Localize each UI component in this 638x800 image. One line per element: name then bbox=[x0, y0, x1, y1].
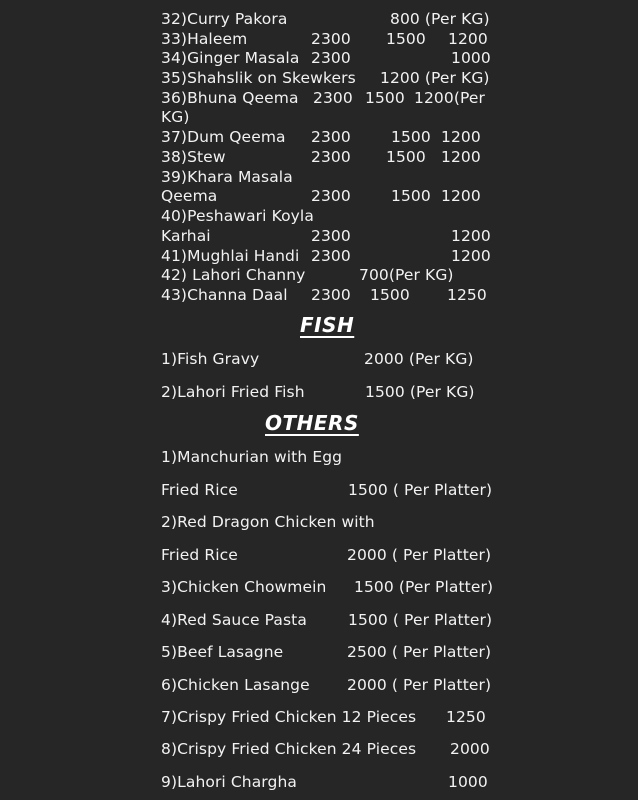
item-name: Fried Rice bbox=[161, 546, 238, 564]
item-price: 2000 ( Per Platter) bbox=[347, 546, 492, 564]
item-price: 1500 (Per Platter) bbox=[354, 578, 494, 596]
item-name: KG) bbox=[161, 108, 190, 126]
item-price: 2000 (Per KG) bbox=[364, 350, 474, 368]
item-price: 1500 bbox=[391, 187, 431, 205]
item-name: 34)Ginger Masala bbox=[161, 49, 300, 67]
item-price: 1250 bbox=[446, 708, 486, 726]
item-price: 1200 bbox=[441, 148, 481, 166]
item-name: 4)Red Sauce Pasta bbox=[161, 611, 307, 629]
item-price: 1250 bbox=[447, 286, 487, 304]
item-name: 42) Lahori Channy bbox=[161, 266, 306, 284]
item-price: 1200 bbox=[441, 128, 481, 146]
item-price: 2300 bbox=[311, 148, 351, 166]
item-name: 36)Bhuna Qeema bbox=[161, 89, 299, 107]
item-name: 8)Crispy Fried Chicken 24 Pieces bbox=[161, 740, 417, 758]
item-name: 2)Red Dragon Chicken with bbox=[161, 513, 375, 531]
fish-heading: FISH bbox=[300, 313, 355, 337]
item-price: 1500 bbox=[391, 128, 431, 146]
item-name: 6)Chicken Lasange bbox=[161, 676, 310, 694]
item-price: 1200 bbox=[441, 187, 481, 205]
item-price: 1200 bbox=[448, 30, 488, 48]
item-price: 1000 bbox=[451, 49, 491, 67]
item-price: 1500 bbox=[386, 148, 426, 166]
item-name: Karhai bbox=[161, 227, 211, 245]
item-name: 32)Curry Pakora bbox=[161, 10, 288, 28]
item-name: 9)Lahori Chargha bbox=[161, 773, 297, 791]
item-price: 1500 bbox=[370, 286, 410, 304]
item-price: 1000 bbox=[448, 773, 488, 791]
item-name: 1)Manchurian with Egg bbox=[161, 448, 343, 466]
item-name: 39)Khara Masala bbox=[161, 168, 293, 186]
item-price: 2300 bbox=[311, 227, 351, 245]
item-price: 2300 bbox=[311, 49, 351, 67]
item-price: 1500 bbox=[386, 30, 426, 48]
item-price: 2300 bbox=[311, 128, 351, 146]
item-name: 35)Shahslik on Skewkers bbox=[161, 69, 356, 87]
item-price: 2300 bbox=[313, 89, 353, 107]
item-price: 2300 bbox=[311, 247, 351, 265]
item-name: 1)Fish Gravy bbox=[161, 350, 260, 368]
item-price: 2300 bbox=[311, 187, 351, 205]
item-price: 1500 ( Per Platter) bbox=[348, 481, 493, 499]
item-price: 1500 ( Per Platter) bbox=[348, 611, 493, 629]
item-name: 43)Channa Daal bbox=[161, 286, 288, 304]
others-heading: OTHERS bbox=[265, 411, 359, 435]
item-name: Fried Rice bbox=[161, 481, 238, 499]
item-name: 37)Dum Qeema bbox=[161, 128, 286, 146]
item-price: 2300 bbox=[311, 30, 351, 48]
item-price: 1200 (Per KG) bbox=[380, 69, 490, 87]
item-name: 40)Peshawari Koyla bbox=[161, 207, 314, 225]
item-price: 2000 bbox=[450, 740, 490, 758]
item-price: 700(Per KG) bbox=[359, 266, 454, 284]
item-name: 33)Haleem bbox=[161, 30, 248, 48]
item-price: 2000 ( Per Platter) bbox=[347, 676, 492, 694]
item-name: 7)Crispy Fried Chicken 12 Pieces bbox=[161, 708, 417, 726]
item-name: 38)Stew bbox=[161, 148, 226, 166]
item-name: 3)Chicken Chowmein bbox=[161, 578, 327, 596]
item-name: 2)Lahori Fried Fish bbox=[161, 383, 305, 401]
item-price: 800 (Per KG) bbox=[390, 10, 490, 28]
item-price: 1500 bbox=[365, 89, 405, 107]
item-price: 2500 ( Per Platter) bbox=[347, 643, 492, 661]
item-price: 1200 bbox=[451, 247, 491, 265]
item-price: 1200 bbox=[451, 227, 491, 245]
item-price: 2300 bbox=[311, 286, 351, 304]
item-name: Qeema bbox=[161, 187, 218, 205]
item-price: 1500 (Per KG) bbox=[365, 383, 475, 401]
item-price: 1200(Per bbox=[414, 89, 485, 107]
item-name: 41)Mughlai Handi bbox=[161, 247, 300, 265]
item-name: 5)Beef Lasagne bbox=[161, 643, 284, 661]
